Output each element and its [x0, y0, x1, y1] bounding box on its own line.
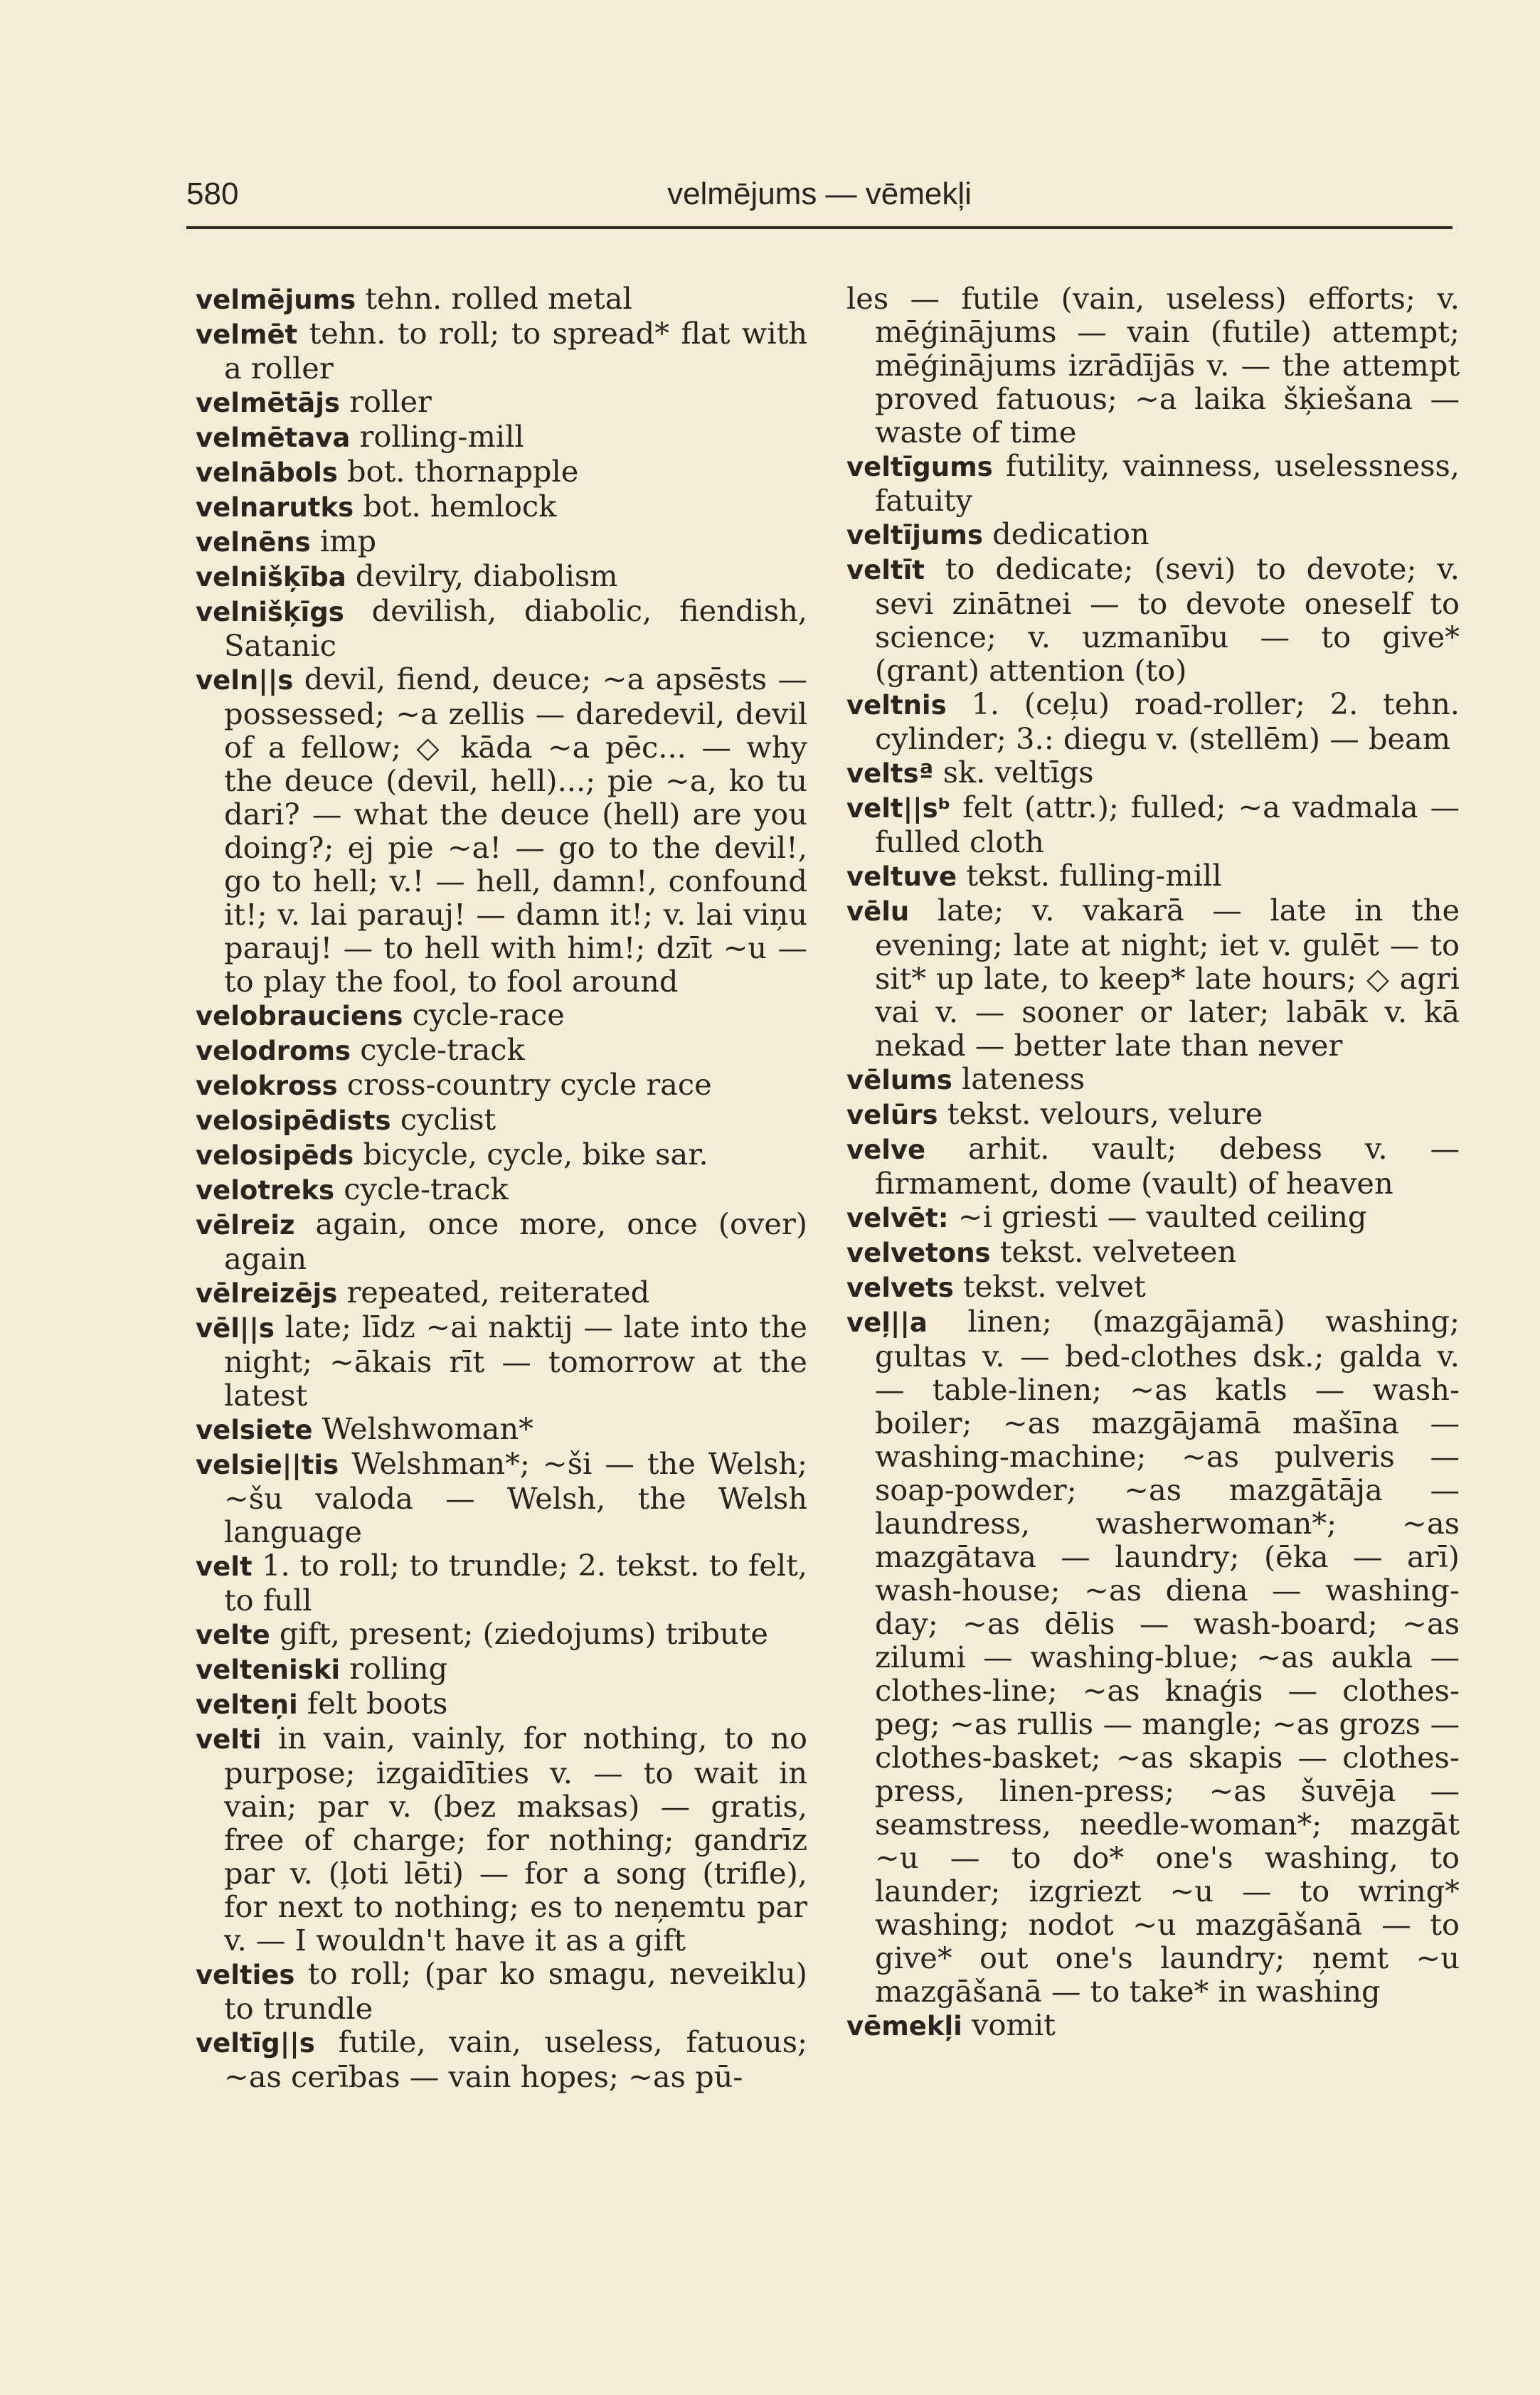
headword: vēlums — [846, 1065, 952, 1095]
headword: velnišķīgs — [196, 597, 344, 627]
headword: velsie||tis — [196, 1450, 339, 1480]
headword: velobrauciens — [196, 1001, 403, 1031]
dictionary-entry — [196, 1549, 807, 1617]
definition: tehn. to roll; to spread* flat with a roller — [224, 316, 807, 386]
dictionary-entry — [846, 1305, 1460, 2008]
dictionary-entry — [846, 687, 1460, 755]
dictionary-entry — [846, 517, 1460, 552]
definition: vomit — [972, 2007, 1056, 2042]
dictionary-entry — [196, 1310, 807, 1412]
headword: velti — [196, 1724, 262, 1755]
headword: velvetons — [846, 1238, 991, 1268]
headword: velt||sᵇ — [846, 793, 951, 824]
definition: Welshman*; ~ši — the Welsh; ~šu valoda — Welsh, the Welsh language — [224, 1446, 807, 1549]
headword: velteniski — [196, 1655, 341, 1685]
definition: late; līdz ~ai naktij — late into the night; ~ākais rīt — tomorrow at the latest — [224, 1310, 807, 1413]
definition: 1. (ceļu) road-roller; 2. tehn. cylinder; 3.: diegu v. (stellēm) — beam — [875, 686, 1460, 756]
definition: ~i griesti — vaulted ceiling — [957, 1199, 1367, 1234]
headword: velvets — [846, 1273, 954, 1303]
headword: velodroms — [196, 1036, 351, 1066]
headword: velnābols — [196, 457, 338, 488]
definition: bicycle, cycle, bike sar. — [363, 1137, 708, 1172]
definition: cross-country cycle race — [346, 1067, 712, 1102]
definition: cycle-track — [344, 1172, 509, 1206]
dictionary-entry — [196, 1447, 807, 1549]
definition: to roll; (par ko smagu, neveiklu) to trundle — [224, 1956, 807, 2026]
dictionary-entry — [846, 859, 1460, 893]
dictionary-entry — [846, 449, 1460, 517]
dictionary-entry — [196, 1207, 807, 1275]
definition: cycle-race — [412, 997, 565, 1032]
headword: veltsª — [846, 758, 934, 789]
headword: vēmekļi — [846, 2011, 962, 2041]
header-rule — [186, 226, 1453, 229]
definition: arhit. vault; debess v. — firmament, dome (vault) of heaven — [875, 1131, 1460, 1201]
definition: tekst. velvet — [963, 1269, 1146, 1304]
headword: vēlreiz — [196, 1210, 295, 1241]
dictionary-entry — [846, 282, 1460, 449]
definition: gift, present; (ziedojums) tribute — [279, 1616, 768, 1651]
right-column — [846, 282, 1460, 2043]
headword: veln||s — [196, 665, 294, 696]
definition: repeated, reiterated — [346, 1275, 650, 1310]
headword: veltīg||s — [196, 2028, 315, 2059]
definition: futility, vainness, uselessness, fatuity — [875, 448, 1460, 518]
page-number: 580 — [186, 176, 239, 211]
dictionary-entry — [196, 489, 807, 524]
dictionary-entry — [846, 790, 1460, 859]
headword: veltuve — [846, 861, 957, 892]
headword: velvēt: — [846, 1203, 949, 1233]
dictionary-entry — [846, 755, 1460, 790]
headword: veltnis — [846, 690, 947, 721]
headword: vēlreizējs — [196, 1278, 338, 1309]
dictionary-entry — [196, 594, 807, 662]
dictionary-entry — [196, 998, 807, 1033]
dictionary-entry — [196, 420, 807, 455]
definition: dedication — [992, 516, 1149, 551]
headword: velnarutks — [196, 492, 354, 523]
definition: to dedicate; (sevi) to devote; v. sevi zinātnei — to devote oneself to science; v. uzmanību — to give* (grant) attention (to) — [875, 551, 1460, 688]
definition: bot. hemlock — [363, 489, 557, 524]
headword: velmējums — [196, 285, 356, 315]
dictionary-entry — [196, 282, 807, 317]
definition: late; v. vakarā — late in the evening; late at night; iet v. gulēt — to sit* up late, to keep* late hours; ◇ agri vai v. — sooner or later; labāk v. kā nekad — better late than never — [875, 893, 1460, 1063]
dictionary-entry — [196, 1652, 807, 1687]
left-column — [196, 282, 807, 2093]
definition: sk. veltīgs — [942, 755, 1094, 790]
definition: devil, fiend, deuce; ~a apsēsts — possessed; ~a zellis — daredevil, devil of a fellow; ◇ kāda ~a pēc... — why the deuce (devil, hell)...; pie ~a, ko tu dari? — what the deuce (hell) are you doing?; ej pie ~a! — go to the devil!, go to hell; v.! — hell, damn!, confound it!; v. lai parauj! — damn it!; v. lai viņu parauj! — to hell with him!; dzīt ~u — to play the fool, to fool around — [224, 662, 807, 999]
headword: vēl||s — [196, 1313, 275, 1344]
dictionary-entry — [846, 893, 1460, 1062]
definition: tekst. velours, velure — [947, 1096, 1263, 1131]
dictionary-entry — [846, 1097, 1460, 1132]
dictionary-entry — [846, 1270, 1460, 1305]
headword: velokross — [196, 1071, 338, 1101]
definition: cyclist — [400, 1102, 496, 1137]
headword: velve — [846, 1135, 926, 1165]
definition: tekst. fulling-mill — [966, 858, 1222, 893]
definition: tekst. velveteen — [999, 1234, 1237, 1269]
headword: velmēt — [196, 319, 298, 350]
dictionary-entry — [196, 317, 807, 385]
definition: bot. thornapple — [347, 454, 579, 489]
definition: again, once more, once (over) again — [224, 1206, 807, 1276]
headword: velteņi — [196, 1689, 298, 1720]
dictionary-entry — [196, 2025, 807, 2093]
dictionary-entry — [846, 552, 1460, 687]
dictionary-entry — [196, 1103, 807, 1137]
definition: cycle-track — [360, 1032, 525, 1067]
dictionary-entry — [196, 1275, 807, 1310]
headword: velūrs — [846, 1100, 938, 1130]
definition: Welshwoman* — [322, 1411, 533, 1446]
headword: velsiete — [196, 1415, 313, 1445]
dictionary-entry — [846, 1200, 1460, 1235]
dictionary-entry — [196, 1412, 807, 1447]
dictionary-entry — [846, 1132, 1460, 1200]
running-head: velmējums — vēmekļi — [667, 176, 972, 211]
definition: imp — [319, 524, 377, 558]
definition: les — futile (vain, useless) efforts; v. mēģinājums — vain (futile) attempt; mēģinājums izrādījās v. — the attempt proved fatuous; ~a laika šķiešana — waste of time — [846, 281, 1460, 450]
definition: felt (attr.); fulled; ~a vadmala — fulled cloth — [875, 790, 1460, 859]
dictionary-entry — [196, 1617, 807, 1652]
dictionary-entry — [846, 1235, 1460, 1270]
dictionary-entry — [196, 1721, 807, 1957]
headword: velmētājs — [196, 388, 340, 418]
headword: velotreks — [196, 1175, 334, 1206]
page-header — [186, 176, 1453, 223]
definition: rolling — [349, 1651, 448, 1686]
dictionary-entry — [846, 2008, 1460, 2043]
definition: in vain, vainly, for nothing, to no purpose; izgaidīties v. — to wait in vain; par v. (bez maksas) — gratis, free of charge; for nothing; gandrīz par v. (ļoti lēti) — for a song (trifle), for next to nothing; es to neņemtu par v. — I wouldn't have it as a gift — [224, 1721, 807, 1958]
definition: linen; (mazgājamā) washing; gultas v. — bed-clothes dsk.; galda v. — table-linen; ~as katls — wash-boiler; ~as mazgājamā mašīna — washing-machine; ~as pulveris — soap-powder; ~as mazgātāja — laundress, washerwoman*; ~as mazgātava — laundry; (ēka — arī) wash-house; ~as diena — washing-day; ~as dēlis — wash-board; ~as zilumi — washing-blue; ~as aukla — clothes-line; ~as knaģis — clothes-peg; ~as rullis — mangle; ~as grozs — clothes-basket; ~as skapis — clothes-press, linen-press; ~as šuvēja — seamstress, needle-woman*; mazgāt ~u — to do* one's washing, to launder; izgriezt ~u — to wring* washing; nodot ~u mazgāšanā — to give* out one's laundry; ņemt ~u mazgāšanā — to take* in washing — [875, 1304, 1460, 2009]
definition: futile, vain, useless, fatuous; ~as cerības — vain hopes; ~as pū- — [224, 2024, 807, 2094]
headword: veltīgums — [846, 452, 993, 482]
headword: velnēns — [196, 527, 311, 558]
headword: velnišķība — [196, 562, 346, 593]
dictionary-entry — [196, 524, 807, 559]
headword: veltījums — [846, 520, 983, 551]
headword: velosipēdists — [196, 1105, 391, 1136]
headword: velties — [196, 1960, 295, 1990]
definition: devilish, diabolic, fiendish, Satanic — [224, 593, 807, 663]
headword: velosipēds — [196, 1140, 354, 1171]
definition: felt boots — [307, 1686, 448, 1721]
dictionary-entry — [196, 1137, 807, 1172]
definition: roller — [349, 384, 432, 419]
headword: velt — [196, 1551, 253, 1582]
dictionary-entry — [196, 1172, 807, 1207]
dictionary-entry — [196, 455, 807, 489]
headword: vēlu — [846, 896, 910, 927]
definition: lateness — [962, 1061, 1085, 1096]
definition: rolling-mill — [359, 419, 524, 454]
dictionary-entry — [196, 1033, 807, 1068]
dictionary-entry — [196, 385, 807, 420]
dictionary-entry — [196, 1068, 807, 1103]
dictionary-entry — [846, 1062, 1460, 1097]
dictionary-entry — [196, 1687, 807, 1721]
dictionary-entry — [196, 559, 807, 594]
headword: veļ||a — [846, 1307, 928, 1338]
definition: tehn. rolled metal — [365, 281, 632, 316]
dictionary-entry — [196, 662, 807, 998]
headword: velte — [196, 1620, 270, 1650]
definition: devilry, diabolism — [355, 558, 618, 593]
definition: 1. to roll; to trundle; 2. tekst. to felt, to full — [224, 1548, 807, 1618]
headword: veltīt — [846, 555, 925, 585]
dictionary-entry — [196, 1957, 807, 2025]
headword: velmētava — [196, 423, 351, 453]
